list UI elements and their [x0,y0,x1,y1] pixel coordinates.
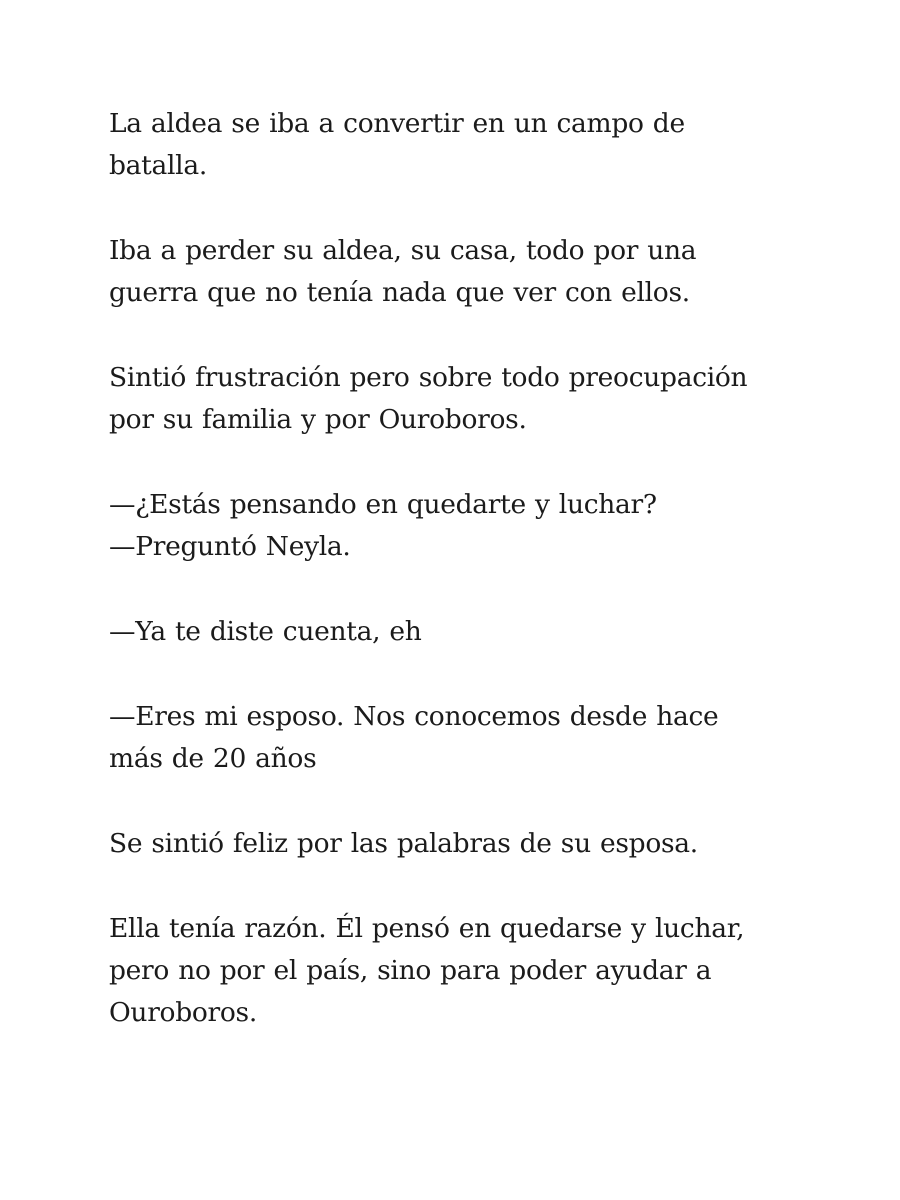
text-line: guerra que no tenía nada que ver con ellos. [109,277,690,308]
text-line: —Ya te diste cuenta, eh [109,616,422,647]
text-line: más de 20 años [109,743,317,774]
paragraph-lose-home [109,230,809,314]
paragraph-frustration [109,357,809,441]
paragraph-neyla-question [109,484,809,568]
paragraph-village-battlefield [109,103,809,187]
text-line: Iba a perder su aldea, su casa, todo por una [109,235,697,266]
text-line: —¿Estás pensando en quedarte y luchar? [109,489,657,520]
text-line: Se sintió feliz por las palabras de su esposa. [109,828,698,859]
text-line: Ouroboros. [109,997,257,1028]
story-text [109,103,809,1077]
paragraph-husband-reply [109,696,809,780]
text-line: batalla. [109,150,207,181]
text-line: por su familia y por Ouroboros. [109,404,527,435]
text-line: —Preguntó Neyla. [109,531,351,562]
paragraph-you-noticed [109,611,809,653]
text-line: La aldea se iba a convertir en un campo de [109,108,685,139]
text-line: Ella tenía razón. Él pensó en quedarse y luchar, [109,913,745,944]
paragraph-felt-happy [109,823,809,865]
paragraph-she-was-right [109,908,809,1034]
text-line: Sintió frustración pero sobre todo preocupación [109,362,748,393]
text-line: —Eres mi esposo. Nos conocemos desde hace [109,701,719,732]
text-line: pero no por el país, sino para poder ayudar a [109,955,712,986]
